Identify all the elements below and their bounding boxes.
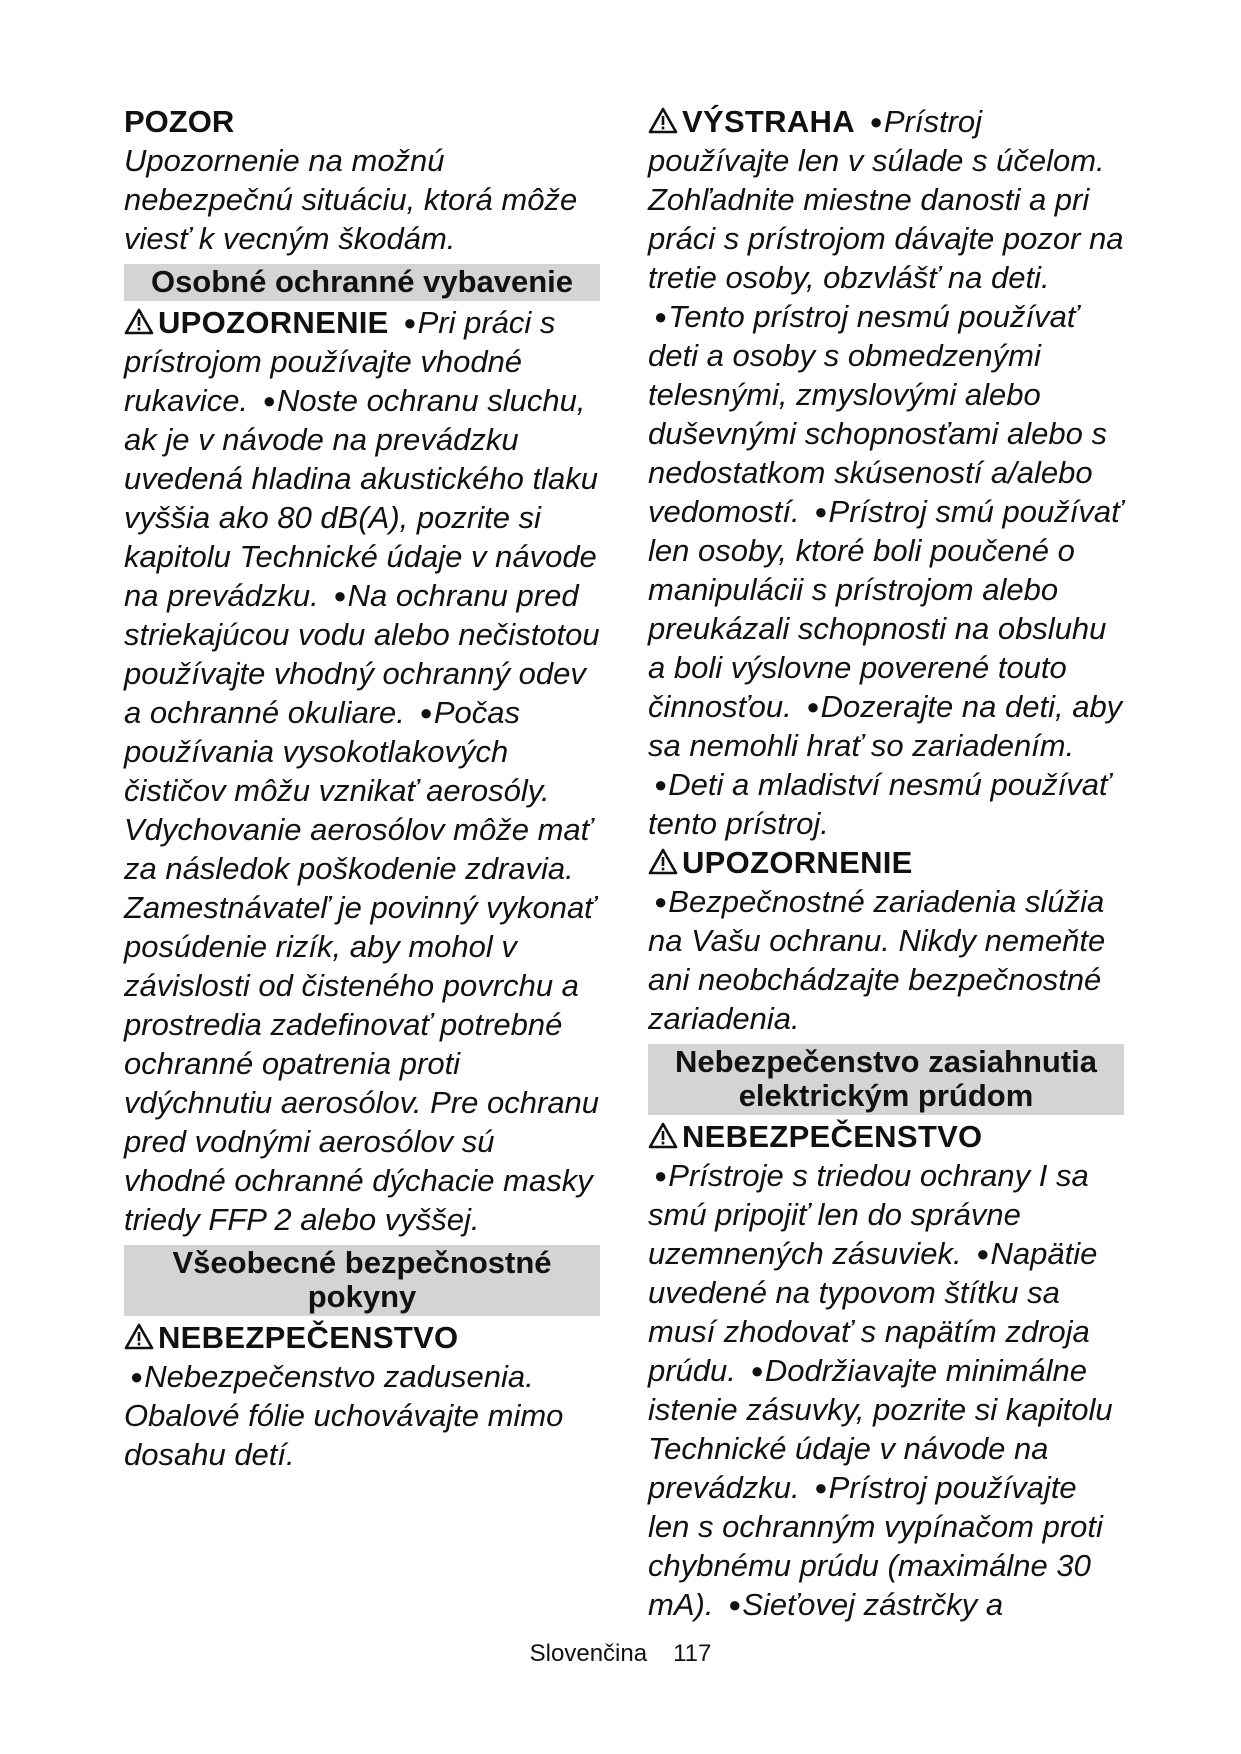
page-number: 117 <box>673 1640 712 1667</box>
bullet-icon: ● <box>654 1163 668 1188</box>
bullet-icon: ● <box>806 694 820 719</box>
bullet-icon: ● <box>750 1358 764 1383</box>
warning-triangle-icon <box>648 1122 678 1149</box>
usage-item-3: Prístroj smú používať len osoby, ktoré boli poučené o manipulácii s prístrojom alebo preukázali schopnosti na obsluhu a boli výslovne poverené touto činnosťou. <box>648 494 1123 724</box>
section-heading-electric-shock: Nebezpečenstvo zasiahnutia elektrickým prúdom <box>648 1044 1124 1115</box>
signal-word-danger: NEBEZPEČENSTVO <box>682 1119 983 1154</box>
caution-block-safety-devices <box>648 843 1124 1038</box>
section-heading-general-safety: Všeobecné bezpečnostné pokyny <box>124 1245 600 1316</box>
page-footer <box>0 1640 1241 1668</box>
bullet-icon: ● <box>654 772 668 797</box>
usage-item-4: Dozerajte na deti, aby sa nemohli hrať so zariadením. <box>648 689 1123 763</box>
usage-item-1: Prístroj používajte len v súlade s účelom. Zohľadnite miestne danosti a pri práci s prístrojom dávajte pozor na tretie osoby, obzvlášť na deti. <box>648 104 1124 295</box>
electric-item-1: Prístroje s triedou ochrany I sa smú pripojiť len do správne uzemnených zásuviek. <box>648 1158 1089 1271</box>
warning-triangle-icon <box>648 848 678 875</box>
danger-block-general <box>124 1318 600 1474</box>
ppe-item-2: Noste ochranu sluchu, ak je v návode na prevádzku uvedená hladina akustického tlaku vyššia ako 80 dB(A), pozrite si kapitolu Technické údaje v návode na prevádzku. <box>124 383 598 613</box>
usage-item-2: Tento prístroj nesmú používať deti a osoby s obmedzenými telesnými, zmyslovými alebo duševnými schopnosťami alebo s nedostatkom skúseností a/alebo vedomostí. <box>648 299 1107 529</box>
footer-language: Slovenčina <box>529 1640 648 1667</box>
bullet-icon: ● <box>814 1475 828 1500</box>
electric-item-2: Napätie uvedené na typovom štítku sa musí zhodovať s napätím zdroja prúdu. <box>648 1236 1098 1388</box>
electric-item-4: Prístroj používajte len s ochranným vypínačom proti chybnému prúdu (maximálne 30 mA). <box>648 1470 1103 1622</box>
signal-word-caution: UPOZORNENIE <box>158 305 389 340</box>
warning-block-usage <box>648 102 1124 843</box>
electric-item-5: Sieťovej zástrčky a <box>742 1587 1004 1622</box>
bullet-icon: ● <box>130 1364 144 1389</box>
section-heading-personal-protective-equipment: Osobné ochranné vybavenie <box>124 264 600 301</box>
electric-item-3: Dodržiavajte minimálne istenie zásuvky, pozrite si kapitolu Technické údaje v návode na prevádzku. <box>648 1353 1113 1505</box>
bullet-icon: ● <box>976 1241 990 1266</box>
warning-triangle-icon <box>124 1323 154 1350</box>
signal-word-caution: UPOZORNENIE <box>682 845 913 880</box>
safety-devices-item-1: Bezpečnostné zariadenia slúžia na Vašu ochranu. Nikdy nemeňte ani neobchádzajte bezpečnostné zariadenia. <box>648 884 1106 1036</box>
pozor-text: Upozornenie na možnú nebezpečnú situáciu, ktorá môže viesť k vecným škodám. <box>124 143 578 256</box>
right-column <box>648 102 1124 1624</box>
bullet-icon: ● <box>403 310 417 335</box>
left-column <box>124 102 600 1474</box>
pozor-block <box>124 102 600 258</box>
signal-word-danger: NEBEZPEČENSTVO <box>158 1320 459 1355</box>
pozor-title: POZOR <box>124 104 235 139</box>
bullet-icon: ● <box>728 1592 742 1617</box>
bullet-icon: ● <box>654 304 668 329</box>
bullet-icon: ● <box>654 889 668 914</box>
general-item-1: Nebezpečenstvo zadusenia. Obalové fólie uchovávajte mimo dosahu detí. <box>124 1359 564 1472</box>
warning-triangle-icon <box>648 107 678 134</box>
bullet-icon: ● <box>419 700 433 725</box>
ppe-item-3: Na ochranu pred striekajúcou vodu alebo nečistotou používajte vhodný ochranný odev a ochranné okuliare. <box>124 578 600 730</box>
bullet-icon: ● <box>814 499 828 524</box>
ppe-item-1: Pri práci s prístrojom používajte vhodné rukavice. <box>124 305 556 418</box>
ppe-item-4: Počas používania vysokotlakových čističov môžu vznikať aerosóly. Vdychovanie aerosólov môže mať za následok poškodenie zdravia. Zamestnávateľ je povinný vykonať posúdenie rizík, aby mohol v závislosti od čisteného povrchu a prostredia zadefinovať potrebné ochranné opatrenia proti vdýchnutiu aerosólov. Pre ochranu pred vodnými aerosólov sú vhodné ochranné dýchacie masky triedy FFP 2 alebo vyššej. <box>124 695 600 1237</box>
warning-triangle-icon <box>124 308 154 335</box>
usage-item-5: Deti a mladiství nesmú používať tento prístroj. <box>648 767 1111 841</box>
bullet-icon: ● <box>869 109 883 134</box>
caution-block-ppe <box>124 303 600 1239</box>
bullet-icon: ● <box>333 583 347 608</box>
signal-word-warning: VÝSTRAHA <box>682 104 855 139</box>
bullet-icon: ● <box>262 388 276 413</box>
danger-block-electric <box>648 1117 1124 1624</box>
